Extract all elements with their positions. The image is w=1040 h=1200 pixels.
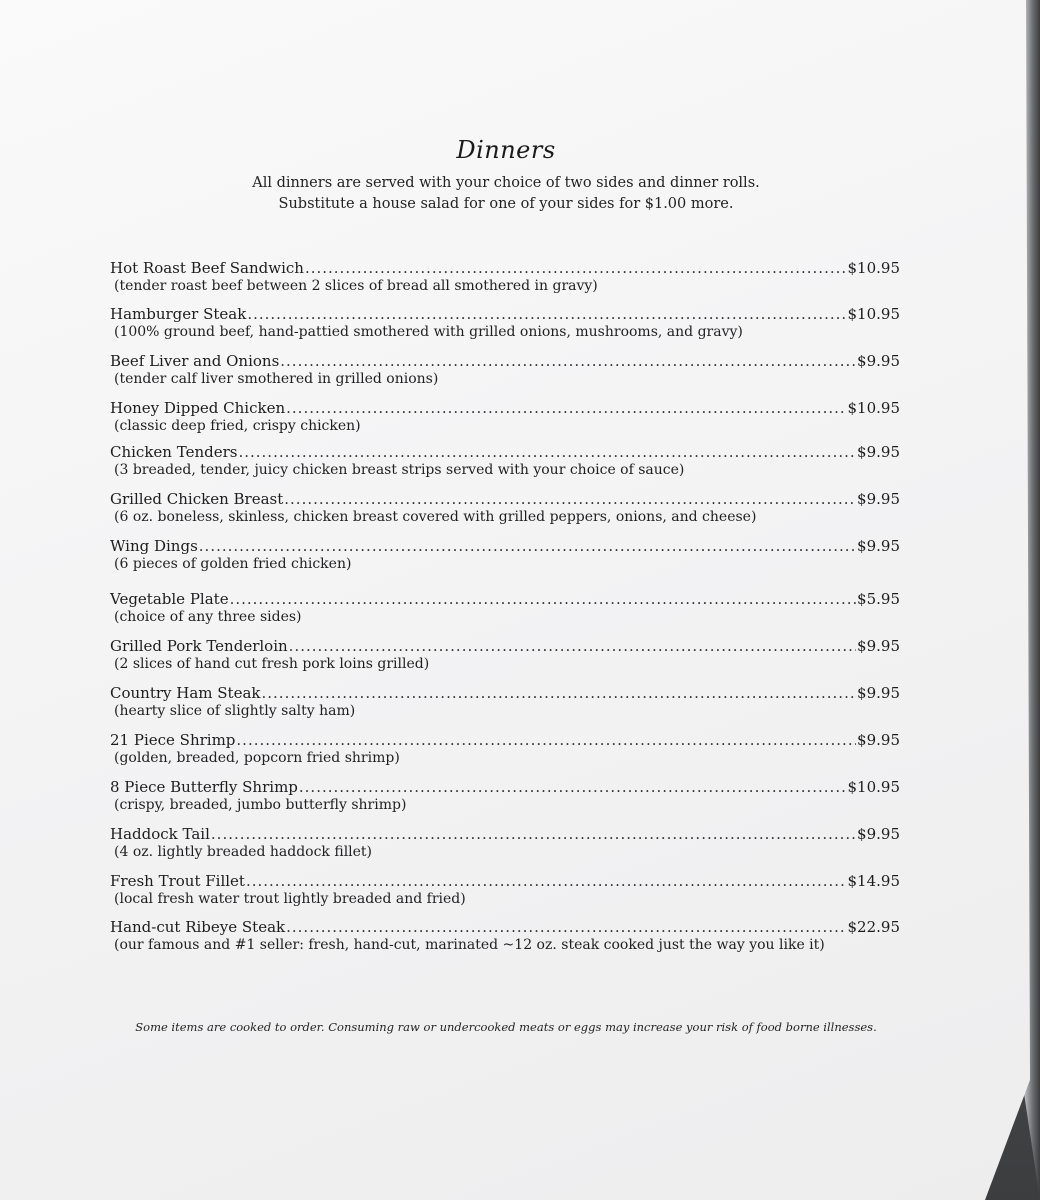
menu-item — [110, 590, 900, 626]
menu-item-name: Hand-cut Ribeye Steak — [110, 918, 286, 936]
leader-dots — [238, 443, 856, 461]
menu-item-description: (hearty slice of slightly salty ham) — [114, 703, 356, 719]
menu-item-description: (4 oz. lightly breaded haddock fillet) — [114, 844, 373, 860]
menu-item — [110, 352, 900, 388]
leader-dots — [246, 872, 847, 890]
menu-item-name: Grilled Pork Tenderloin — [110, 637, 288, 655]
leader-dots — [280, 352, 856, 370]
leader-dots — [286, 399, 846, 417]
menu-item — [110, 825, 900, 861]
menu-item-name: Wing Dings — [110, 537, 198, 555]
menu-item — [110, 684, 900, 720]
menu-item-price: $9.95 — [857, 443, 900, 461]
menu-item-price: $14.95 — [847, 872, 900, 890]
menu-item-description: (6 oz. boneless, skinless, chicken breast covered with grilled peppers, onions, and cheese) — [114, 509, 757, 525]
leader-dots — [199, 537, 856, 555]
menu-item — [110, 637, 900, 673]
menu-item-description: (classic deep fried, crispy chicken) — [114, 418, 361, 434]
leader-dots — [305, 259, 847, 277]
menu-item-name: Vegetable Plate — [110, 590, 229, 608]
menu-item-description: (tender roast beef between 2 slices of bread all smothered in gravy) — [114, 278, 598, 294]
menu-item-description: (crispy, breaded, jumbo butterfly shrimp) — [114, 797, 407, 813]
menu-item-name: Haddock Tail — [110, 825, 210, 843]
leader-dots — [211, 825, 856, 843]
menu-item-name: Honey Dipped Chicken — [110, 399, 286, 417]
menu-item-name: Grilled Chicken Breast — [110, 490, 284, 508]
menu-item-name: Country Ham Steak — [110, 684, 261, 702]
menu-item-price: $9.95 — [857, 352, 900, 370]
menu-item-price: $10.95 — [847, 305, 900, 323]
menu-item-description: (2 slices of hand cut fresh pork loins grilled) — [114, 656, 430, 672]
menu-item-description: (golden, breaded, popcorn fried shrimp) — [114, 750, 400, 766]
menu-item — [110, 490, 900, 526]
menu-item-price: $10.95 — [847, 259, 900, 277]
menu-item-description: (3 breaded, tender, juicy chicken breast strips served with your choice of sauce) — [114, 462, 685, 478]
leader-dots — [247, 305, 846, 323]
leader-dots — [262, 684, 857, 702]
menu-item — [110, 399, 900, 435]
food-safety-disclaimer: Some items are cooked to order. Consuming raw or undercooked meats or eggs may increase your risk of food borne illnesses. — [135, 1020, 877, 1034]
leader-dots — [284, 490, 856, 508]
menu-item-price: $9.95 — [857, 731, 900, 749]
menu-item — [110, 537, 900, 573]
menu-title: Dinners — [456, 136, 556, 164]
menu-item — [110, 305, 900, 341]
menu-item — [110, 872, 900, 908]
menu-item — [110, 731, 900, 767]
menu-item-name: Fresh Trout Fillet — [110, 872, 245, 890]
menu-item-price: $9.95 — [857, 490, 900, 508]
menu-item-description: (local fresh water trout lightly breaded and fried) — [114, 891, 466, 907]
menu-item-price: $9.95 — [857, 637, 900, 655]
menu-subtitle-line-2: Substitute a house salad for one of your sides for $1.00 more. — [278, 196, 734, 212]
menu-item-description: (100% ground beef, hand-pattied smothered with grilled onions, mushrooms, and gravy) — [114, 324, 743, 340]
menu-item-name: Chicken Tenders — [110, 443, 238, 461]
leader-dots — [286, 918, 846, 936]
menu-item-description: (choice of any three sides) — [114, 609, 302, 625]
menu-item-price: $9.95 — [857, 537, 900, 555]
menu-item-name: Beef Liver and Onions — [110, 352, 280, 370]
menu-item-description: (tender calf liver smothered in grilled onions) — [114, 371, 439, 387]
menu-item-name: 21 Piece Shrimp — [110, 731, 236, 749]
menu-item — [110, 778, 900, 814]
menu-item — [110, 918, 900, 954]
menu-item-price: $9.95 — [857, 684, 900, 702]
menu-item-price: $22.95 — [847, 918, 900, 936]
menu-item-price: $5.95 — [857, 590, 900, 608]
menu-item-name: 8 Piece Butterfly Shrimp — [110, 778, 298, 796]
menu-item-name: Hamburger Steak — [110, 305, 247, 323]
menu-item-price: $10.95 — [847, 399, 900, 417]
menu-item-description: (6 pieces of golden fried chicken) — [114, 556, 352, 572]
leader-dots — [236, 731, 856, 749]
menu-item — [110, 259, 900, 295]
leader-dots — [289, 637, 856, 655]
menu-item — [110, 443, 900, 479]
menu-item-price: $9.95 — [857, 825, 900, 843]
menu-item-price: $10.95 — [847, 778, 900, 796]
leader-dots — [230, 590, 856, 608]
menu-subtitle-line-1: All dinners are served with your choice of two sides and dinner rolls. — [252, 175, 760, 191]
menu-item-description: (our famous and #1 seller: fresh, hand-cut, marinated ~12 oz. steak cooked just the way you like it) — [114, 937, 825, 953]
leader-dots — [299, 778, 847, 796]
menu-item-name: Hot Roast Beef Sandwich — [110, 259, 304, 277]
